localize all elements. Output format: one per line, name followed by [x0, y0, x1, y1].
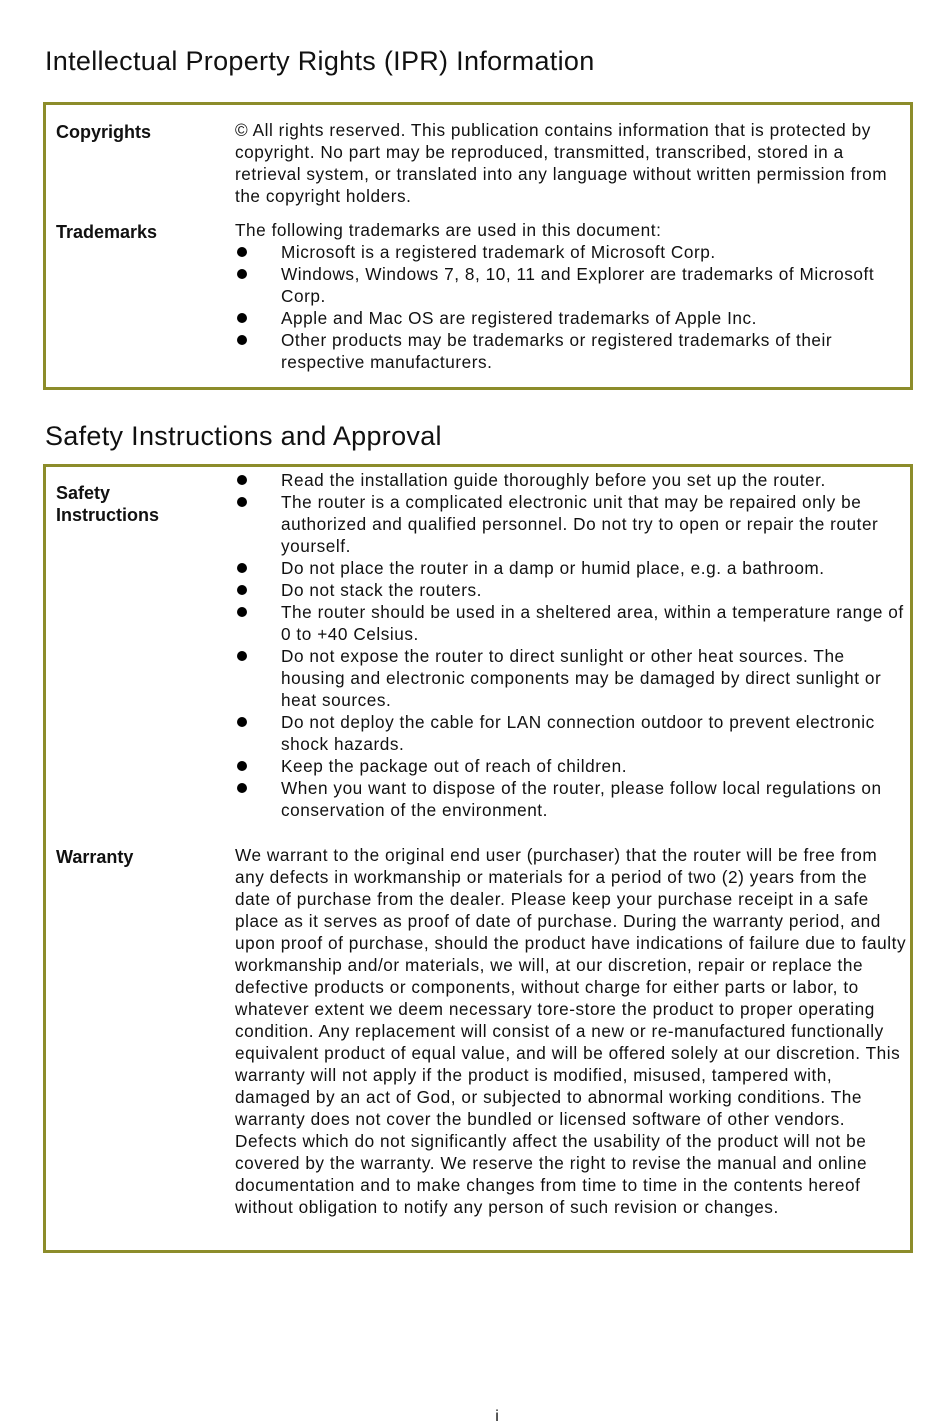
page-number: i: [495, 1408, 499, 1425]
safety-heading: Safety Instructions and Approval: [45, 421, 442, 451]
list-item: Do not stack the routers.: [235, 579, 907, 601]
copyrights-paragraph: © All rights reserved. This publication contains information that is protected by copyright. No part may be reproduced, transmitted, transcribed, stored in a retrieval system, or translated into any language without written permission from the copyright holders.: [235, 120, 888, 206]
safety-table: [43, 464, 913, 1253]
copyrights-text: [235, 119, 907, 207]
warranty-text: [235, 844, 907, 1218]
trademarks-label: Trademarks: [56, 222, 158, 242]
ipr-heading: Intellectual Property Rights (IPR) Information: [45, 46, 595, 76]
list-item: Do not deploy the cable for LAN connection outdoor to prevent electronic shock hazards.: [235, 711, 907, 755]
bullet-icon: [237, 717, 247, 727]
bullet-icon: [237, 563, 247, 573]
list-item: Do not place the router in a damp or humid place, e.g. a bathroom.: [235, 557, 907, 579]
trademarks-intro: The following trademarks are used in this document:: [235, 220, 662, 240]
bullet-icon: [237, 607, 247, 617]
bullet-icon: [237, 335, 247, 345]
safety-list: [235, 469, 907, 821]
bullet-icon: [237, 313, 247, 323]
safety-instructions-label: Safety Instructions: [56, 483, 160, 525]
bullet-icon: [237, 761, 247, 771]
list-item: Read the installation guide thoroughly before you set up the router.: [235, 469, 907, 491]
bullet-icon: [237, 783, 247, 793]
warranty-label: Warranty: [56, 847, 134, 867]
bullet-icon: [237, 585, 247, 595]
trademarks-text: [235, 219, 907, 373]
bullet-icon: [237, 475, 247, 485]
list-item: The router is a complicated electronic unit that may be repaired only be authorized and qualified personnel. Do not try to open or repair the router yourself.: [235, 491, 907, 557]
safety-instructions-text: [235, 469, 907, 821]
warranty-paragraph: We warrant to the original end user (purchaser) that the router will be free from any defects in workmanship or materials for a period of two (2) years from the date of purchase from the dealer. Please keep your purchase receipt in a safe place as it serves as proof of date of purchase. During the warranty period, and upon proof of purchase, should the product have indications of failure due to faulty workmanship and/or materials, we will, at our discretion, repair or replace the defective products or components, without charge for either parts or labor, to whatever extent we deem necessary tore-store the product to proper operating condition. Any replacement will consist of a new or re-manufactured functionally equivalent product of equal value, and will be offered solely at our discretion. This warranty will not apply if the product is modified, misused, tampered with, damaged by an act of God, or subjected to abnormal working conditions. The warranty does not cover the bundled or licensed software of other vendors. Defects which do not significantly affect the usability of the product will not be covered by the warranty. We reserve the right to revise the manual and online documentation and to make changes from time to time in the contents hereof without obligation to notify any person of such revision or changes.: [235, 845, 907, 1217]
list-item: When you want to dispose of the router, please follow local regulations on conservation of the environment.: [235, 777, 907, 821]
bullet-icon: [237, 269, 247, 279]
list-item: Other products may be trademarks or registered trademarks of their respective manufacturers.: [235, 329, 907, 373]
list-item: Keep the package out of reach of children.: [235, 755, 907, 777]
bullet-icon: [237, 651, 247, 661]
trademarks-list: [235, 241, 907, 373]
list-item: Do not expose the router to direct sunlight or other heat sources. The housing and electronic components may be damaged by direct sunlight or heat sources.: [235, 645, 907, 711]
bullet-icon: [237, 247, 247, 257]
list-item: Windows, Windows 7, 8, 10, 11 and Explorer are trademarks of Microsoft Corp.: [235, 263, 907, 307]
list-item: The router should be used in a sheltered area, within a temperature range of 0 to +40 Celsius.: [235, 601, 907, 645]
bullet-icon: [237, 497, 247, 507]
copyrights-label: Copyrights: [56, 122, 152, 142]
list-item: Microsoft is a registered trademark of Microsoft Corp.: [235, 241, 907, 263]
list-item: Apple and Mac OS are registered trademarks of Apple Inc.: [235, 307, 907, 329]
ipr-table: [43, 102, 913, 390]
